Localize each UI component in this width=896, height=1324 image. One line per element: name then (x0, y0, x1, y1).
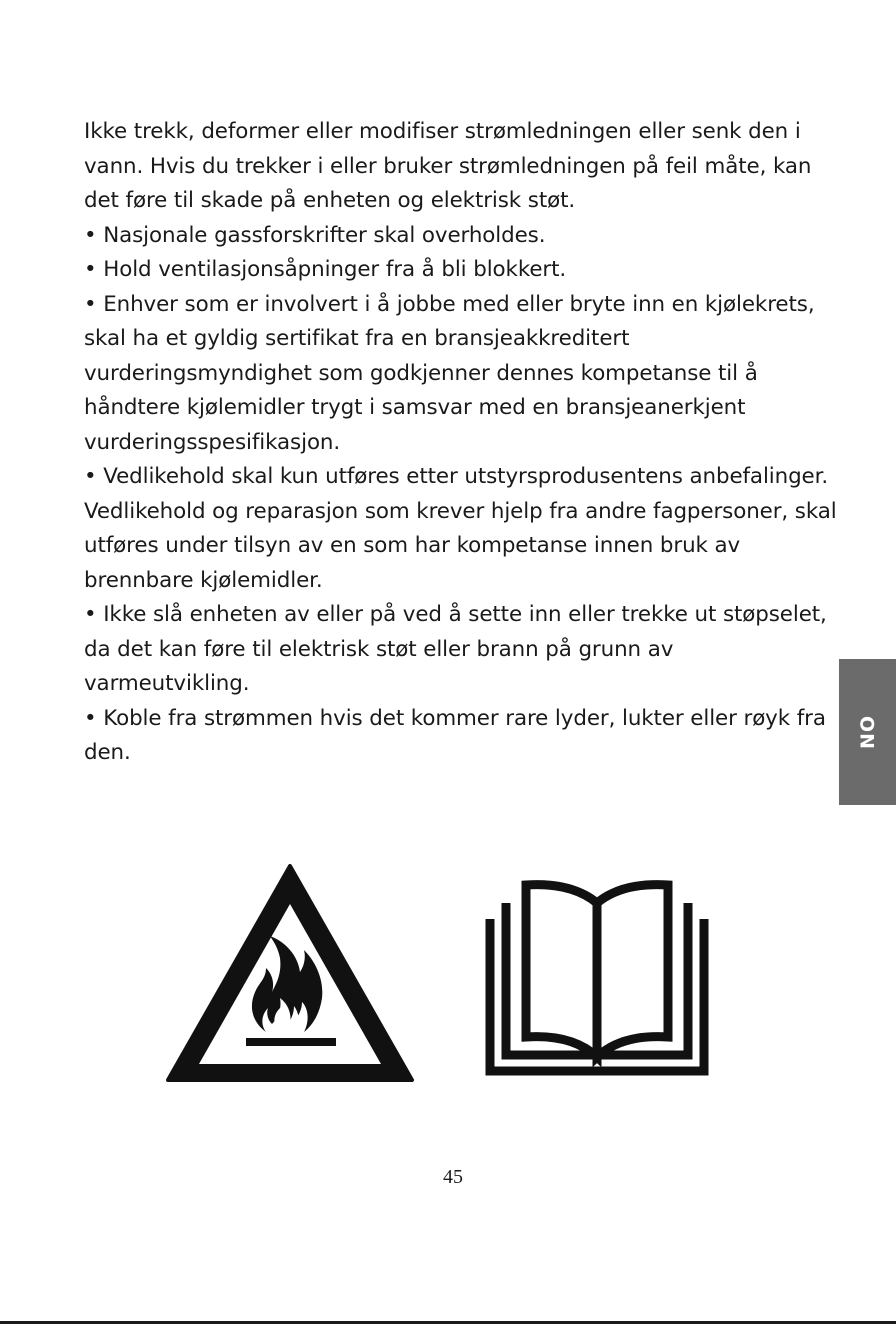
page-number: 45 (443, 1166, 463, 1188)
bullet-disconnect-power: • Koble fra strømmen hvis det kommer rare lyder, lukter eller røyk fra den. (84, 705, 826, 765)
bullet-maintenance: • Vedlikehold skal kun utføres etter utstyrsprodusentens anbefalinger. Vedlikehold og reparasjon som krever hjelp fra andre fagpersoner, skal utføres under tilsyn av en som har kompetanse innen bruk av brennbare kjølemidler. (84, 464, 837, 593)
read-manual-icon (476, 875, 718, 1081)
language-tab-label: NO (856, 714, 879, 750)
language-tab (839, 659, 896, 805)
safety-text (84, 115, 844, 771)
bullet-ventilation: • Hold ventilasjonsåpninger fra å bli blokkert. (84, 257, 567, 282)
paragraph-cord-warning: Ikke trekk, deformer eller modifiser strømledningen eller senk den i vann. Hvis du trekker i eller bruker strømledningen på feil måte, kan det føre til skade på enheten og elektrisk støt. (84, 119, 812, 213)
bullet-plug-warning: • Ikke slå enheten av eller på ved å sette inn eller trekke ut støpselet, da det kan føre til elektrisk støt eller brann på grunn av varmeutvikling. (84, 602, 827, 696)
flammable-warning-icon (162, 858, 418, 1088)
bullet-refrigerant-certificate: • Enhver som er involvert i å jobbe med eller bryte inn en kjølekrets, skal ha et gyldig sertifikat fra en bransjeakkreditert vurderingsmyndighet som godkjenner dennes kompetanse til å håndtere kjølemidler trygt i samsvar med en bransjeanerkjent vurderingsspesifikasjon. (84, 291, 815, 455)
bullet-gas-regulations: • Nasjonale gassforskrifter skal overholdes. (84, 222, 546, 248)
